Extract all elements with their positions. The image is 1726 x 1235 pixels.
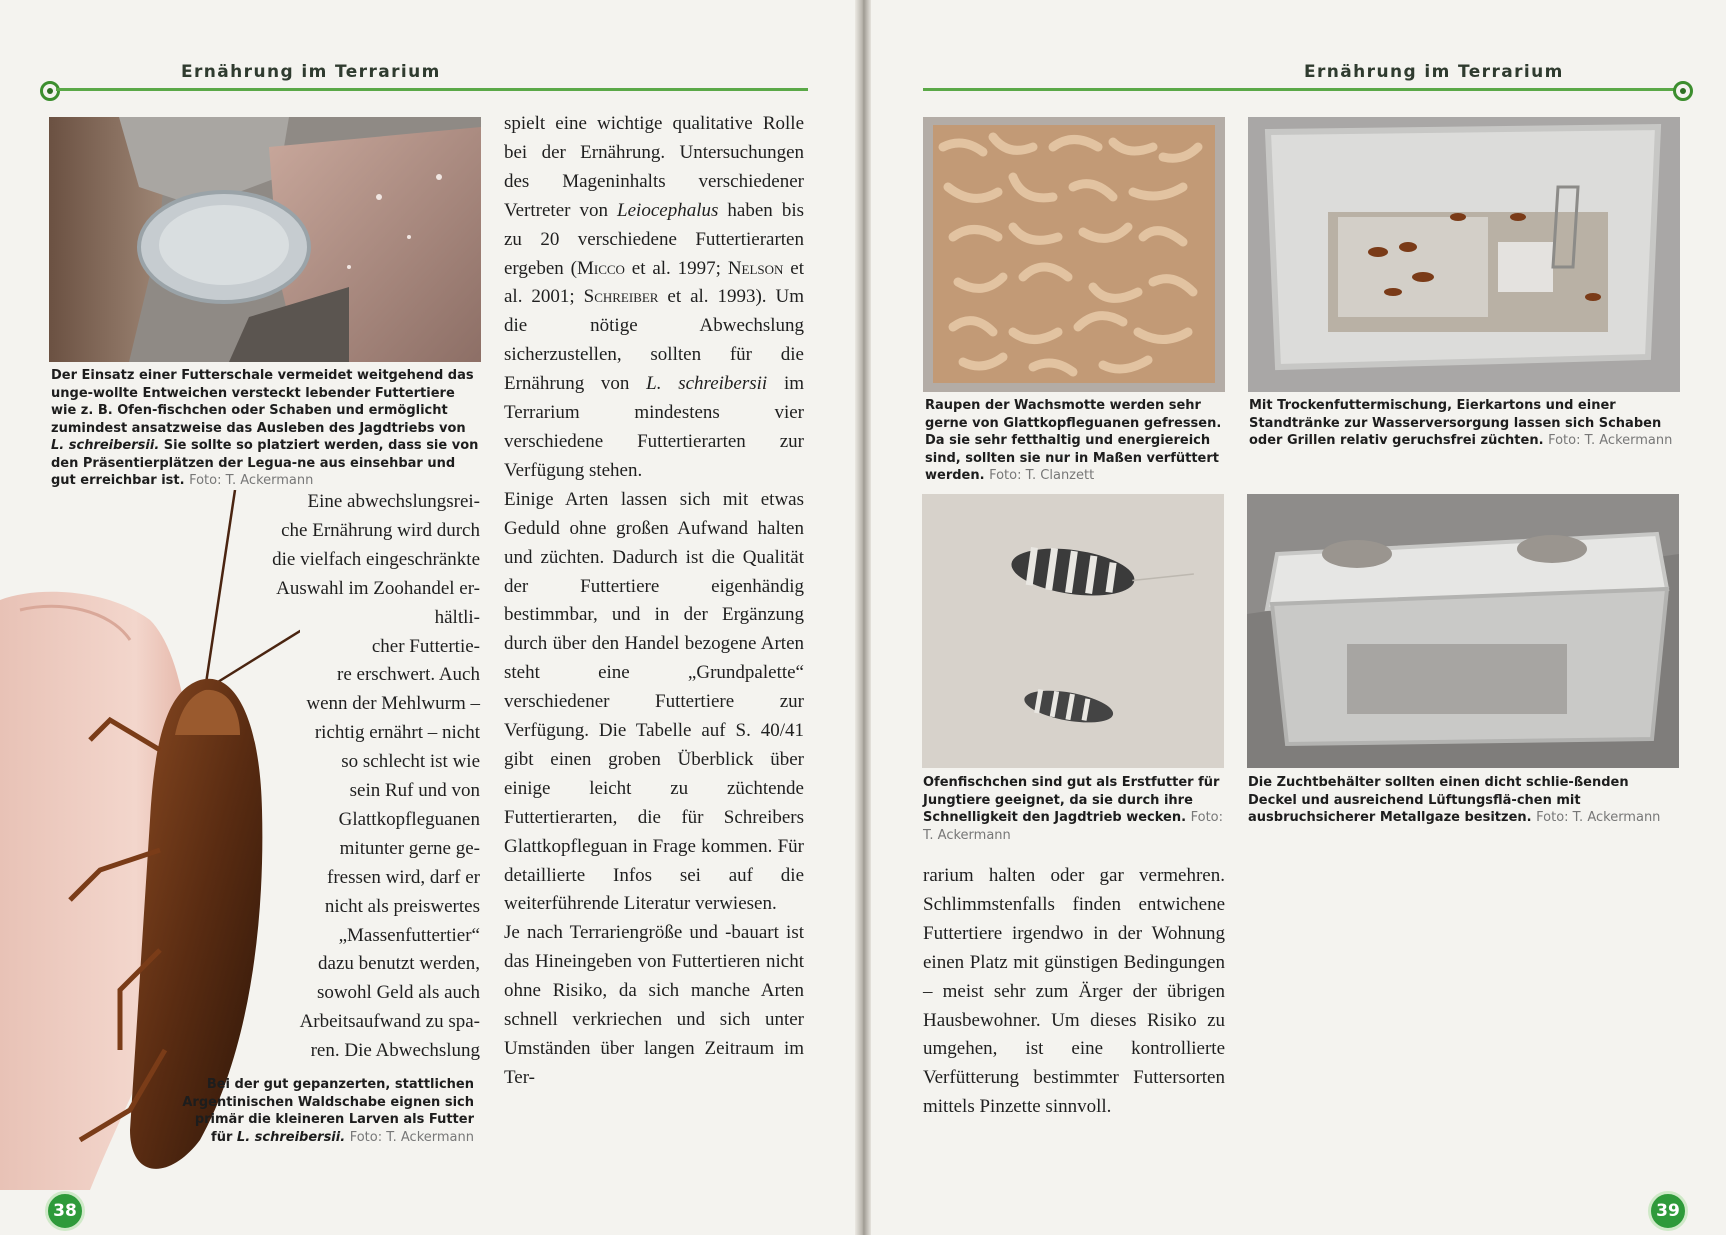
silverfish-caption: Ofenfischchen sind gut als Erstfutter für Jungtiere geeignet, da sie durch ihre Schnelligkeit den Jagdtrieb wecken. Foto: T. Ackermann [923, 775, 1224, 843]
text-line: richtig ernährt – nicht [314, 722, 480, 744]
paragraph: Einige Arten lassen sich mit etwas Geduld ohne großen Aufwand halten und züchten. Dadurch ist die Qualität der Futtertiere eigenhändig bestimmbar, und in der Ergänzung durch über den Handel bezogene Arten steht eine „Grundpalette“ verschiedener Futtertiere zur Verfügung. Die Tabelle auf S. 40/41 gibt einen groben Überblick über einige leicht zu züchtende Futtertierarten, die für Schreibers Glattkopfleguan in Frage kommen. Für detaillierte Infos sei auf die weiterführende Literatur verwiesen. [504, 488, 804, 915]
feeding-bowl-caption: Der Einsatz einer Futterschale vermeidet weitgehend das unge-wollte Entweichen versteckt lebender Futtertiere wie z. B. Ofen-fischchen oder Schaben und ermöglicht zumindest ansatzweise das Ausleben des Jagdtriebs von L. schreibersii. Sie sollte so platziert werden, dass sie von den Präsentierplätzen der Legua-ne aus einsehbar und gut erreichbar ist. Foto: T. Ackermann [51, 368, 479, 488]
page-number-badge: 38 [45, 1191, 85, 1231]
text-line: nicht als preiswertes [324, 895, 480, 917]
silverfish-photo [922, 494, 1224, 768]
closed-breeding-box-photo [1247, 494, 1679, 768]
text-line: mitunter gerne ge- [339, 837, 480, 859]
right-text-column [923, 862, 1225, 1122]
text-line: die vielfach eingeschränkte [272, 548, 480, 570]
text-line: so schlecht ist wie [341, 751, 480, 773]
breeding-box-photo [1248, 117, 1680, 392]
header-rule [923, 88, 1678, 91]
text-line: sowohl Geld als auch [316, 982, 480, 1004]
text-line: cher Futtertie- [371, 635, 480, 657]
left-page [0, 0, 860, 1235]
feeding-bowl-photo [49, 117, 481, 362]
header-bullet-icon [1673, 81, 1693, 101]
page-number-badge: 39 [1648, 1191, 1688, 1231]
cockroach-caption: Bei der gut gepanzerten, stattlichen Argentinischen Waldschabe eignen sich primär die kleineren Larven als Futter für L. schreibersii. Foto: T. Ackermann [182, 1077, 474, 1145]
text-line: fressen wird, darf er [327, 866, 480, 888]
text-line: Glattkopfleguanen [338, 808, 480, 830]
header-rule [56, 88, 808, 91]
right-page [866, 0, 1726, 1235]
header-bullet-icon [40, 81, 60, 101]
wax-moth-caption: Raupen der Wachsmotte werden sehr gerne von Glattkopfleguanen gefressen. Da sie sehr fetthaltig und energiereich sind, sollten sie nur in Maßen verfüttert werden. Foto: T. Clanzett [925, 398, 1222, 483]
paragraph: Je nach Terrariengröße und -bauart ist das Hineingeben von Futtertieren nicht ohne Risiko, da sich manche Arten schnell verkriechen und sich unter Umständen über langen Zeitraum im Ter- [504, 922, 804, 1088]
book-gutter [855, 0, 871, 1235]
breeding-box-caption: Mit Trockenfuttermischung, Eierkartons und einer Standtränke zur Wasserversorgung lassen sich Schaben oder Grillen relativ geruchsfrei züchten. Foto: T. Ackermann [1249, 398, 1673, 448]
paragraph: rarium halten oder gar vermehren. Schlimmstenfalls finden entwichene Futtertiere irgendwo in der Wohnung einen Platz mit günstigen Bedingungen – meist sehr zum Ärger der übrigen Hausbewohner. Um dieses Risiko zu umgehen, ist eine kontrollierte Verfütterung bestimmter Futtersorten mittels Pinzette sinnvoll. [923, 865, 1225, 1118]
wax-moth-larvae-photo [923, 117, 1225, 392]
text-line: Eine abwechslungsrei- [307, 491, 480, 512]
text-line: hältli- [434, 606, 480, 628]
text-line: che Ernährung wird durch [281, 519, 480, 541]
page-header-title: Ernährung im Terrarium [1304, 62, 1564, 82]
text-line: sein Ruf und von [349, 780, 480, 801]
text-line: dazu benutzt werden, [318, 953, 480, 975]
text-line: wenn der Mehlwurm – [306, 693, 480, 715]
text-line: ren. Die Abwechslung [310, 1040, 480, 1062]
text-line: Arbeitsaufwand zu spa- [299, 1011, 480, 1033]
left-text-column [504, 110, 804, 1093]
text-line: „Massenfuttertier“ [338, 924, 480, 946]
page-header-title: Ernährung im Terrarium [181, 62, 441, 82]
text-line: Auswahl im Zoohandel er- [276, 577, 480, 599]
paragraph: spielt eine wichtige qualitative Rolle bei der Ernährung. Untersuchungen des Mageninhalts verschiedener Vertreter von Leiocephalus haben bis zu 20 verschiedene Futtertierarten ergeben (Micco et al. 1997; Nelson et al. 2001; Schreiber et al. 1993). Um die nötige Abwechslung sicherzustellen, sollten für die Ernährung von L. schreibersii im Terrarium mindestens vier verschiedene Futtertierarten zur Verfügung stehen. [504, 113, 805, 481]
text-line: re erschwert. Auch [337, 664, 480, 686]
closed-box-caption: Die Zuchtbehälter sollten einen dicht schlie-ßenden Deckel und ausreichend Lüftungsflä-chen mit ausbruchsicherer Metallgaze besitzen. Foto: T. Ackermann [1248, 775, 1661, 825]
